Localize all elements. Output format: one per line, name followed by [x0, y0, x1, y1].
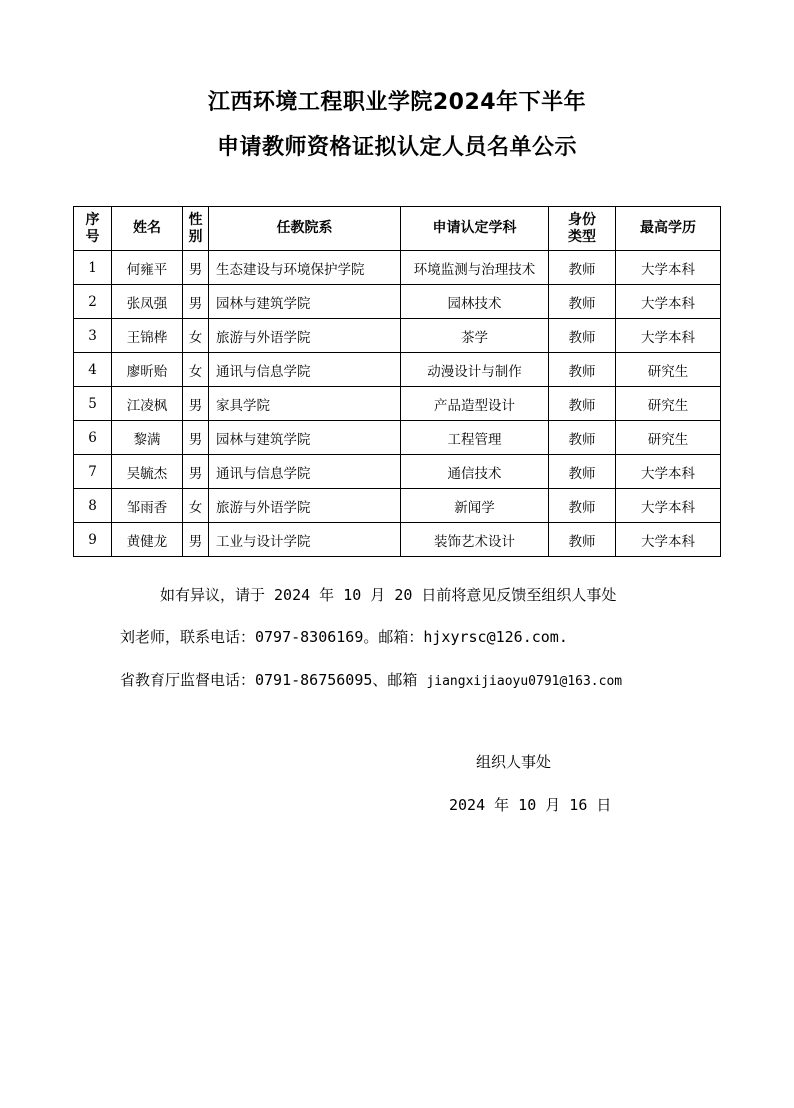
document-title-line2: 申请教师资格证拟认定人员名单公示 — [216, 135, 577, 160]
cell-gender: 男 — [183, 421, 209, 455]
cell-education: 大学本科 — [616, 523, 721, 557]
cell-seq: 6 — [74, 421, 112, 455]
cell-seq: 8 — [74, 489, 112, 523]
cell-education: 大学本科 — [616, 489, 721, 523]
cell-name: 吴毓杰 — [112, 455, 183, 489]
cell-gender: 男 — [183, 455, 209, 489]
header-name: 姓名 — [112, 207, 183, 251]
cell-subject: 动漫设计与制作 — [401, 353, 549, 387]
cell-subject: 环境监测与治理技术 — [401, 251, 549, 285]
cell-education: 大学本科 — [616, 455, 721, 489]
cell-education: 研究生 — [616, 353, 721, 387]
cell-subject: 工程管理 — [401, 421, 549, 455]
cell-identity: 教师 — [549, 421, 616, 455]
cell-seq: 3 — [74, 319, 112, 353]
table-row — [74, 523, 721, 557]
cell-gender: 男 — [183, 251, 209, 285]
supervision-info: 省教育厅监督电话：0791-86756095、邮箱 — [120, 671, 427, 689]
header-seq: 序 号 — [74, 207, 112, 251]
cell-gender: 女 — [183, 353, 209, 387]
cell-seq: 9 — [74, 523, 112, 557]
cell-seq: 7 — [74, 455, 112, 489]
cell-name: 何雍平 — [112, 251, 183, 285]
supervision-email: jiangxijiaoyu0791@163.com — [426, 674, 623, 689]
cell-education: 大学本科 — [616, 319, 721, 353]
cell-education: 大学本科 — [616, 285, 721, 319]
header-education: 最高学历 — [616, 207, 721, 251]
table-row — [74, 285, 721, 319]
document-title-line1: 江西环境工程职业学院2024年下半年 — [207, 90, 587, 115]
cell-dept: 园林与建筑学院 — [209, 421, 401, 455]
cell-gender: 女 — [183, 319, 209, 353]
signature-date: 2024 年 10 月 16 日 — [449, 796, 612, 814]
cell-identity: 教师 — [549, 387, 616, 421]
cell-subject: 装饰艺术设计 — [401, 523, 549, 557]
cell-name: 廖昕贻 — [112, 353, 183, 387]
cell-name: 黎满 — [112, 421, 183, 455]
header-dept: 任教院系 — [209, 207, 401, 251]
cell-gender: 男 — [183, 387, 209, 421]
signature-org: 组织人事处 — [476, 753, 552, 771]
cell-identity: 教师 — [549, 523, 616, 557]
cell-gender: 女 — [183, 489, 209, 523]
cell-seq: 2 — [74, 285, 112, 319]
cell-name: 江凌枫 — [112, 387, 183, 421]
cell-seq: 5 — [74, 387, 112, 421]
cell-identity: 教师 — [549, 489, 616, 523]
cell-identity: 教师 — [549, 455, 616, 489]
cell-seq: 4 — [74, 353, 112, 387]
table-row — [74, 251, 721, 285]
cell-dept: 园林与建筑学院 — [209, 285, 401, 319]
header-subject: 申请认定学科 — [401, 207, 549, 251]
cell-subject: 新闻学 — [401, 489, 549, 523]
cell-gender: 男 — [183, 523, 209, 557]
contact-email: hjxyrsc@126.com. — [423, 628, 568, 646]
cell-subject: 茶学 — [401, 319, 549, 353]
cell-name: 张凤强 — [112, 285, 183, 319]
cell-identity: 教师 — [549, 353, 616, 387]
cell-name: 黄健龙 — [112, 523, 183, 557]
table-row — [74, 319, 721, 353]
cell-dept: 旅游与外语学院 — [209, 319, 401, 353]
cell-subject: 产品造型设计 — [401, 387, 549, 421]
cell-identity: 教师 — [549, 251, 616, 285]
cell-seq: 1 — [74, 251, 112, 285]
header-identity: 身份 类型 — [549, 207, 616, 251]
table-row — [74, 421, 721, 455]
cell-dept: 通讯与信息学院 — [209, 455, 401, 489]
cell-identity: 教师 — [549, 319, 616, 353]
contact-info: 刘老师，联系电话：0797-8306169。邮箱： — [120, 628, 424, 646]
cell-dept: 工业与设计学院 — [209, 523, 401, 557]
cell-name: 王锦桦 — [112, 319, 183, 353]
notice-line1: 如有异议，请于 2024 年 10 月 20 日前将意见反馈至组织人事处 — [160, 586, 617, 604]
table-row — [74, 353, 721, 387]
cell-subject: 通信技术 — [401, 455, 549, 489]
cell-education: 大学本科 — [616, 251, 721, 285]
cell-name: 邹雨香 — [112, 489, 183, 523]
notice-line3 — [120, 669, 622, 690]
header-gender: 性 别 — [183, 207, 209, 251]
table-header-row — [74, 207, 721, 251]
notice-line2 — [120, 626, 568, 647]
cell-education: 研究生 — [616, 387, 721, 421]
table-row — [74, 455, 721, 489]
cell-dept: 家具学院 — [209, 387, 401, 421]
cell-education: 研究生 — [616, 421, 721, 455]
cell-gender: 男 — [183, 285, 209, 319]
table-row — [74, 489, 721, 523]
table-row — [74, 387, 721, 421]
cell-dept: 生态建设与环境保护学院 — [209, 251, 401, 285]
applicant-table — [73, 206, 721, 557]
cell-identity: 教师 — [549, 285, 616, 319]
cell-subject: 园林技术 — [401, 285, 549, 319]
cell-dept: 通讯与信息学院 — [209, 353, 401, 387]
cell-dept: 旅游与外语学院 — [209, 489, 401, 523]
